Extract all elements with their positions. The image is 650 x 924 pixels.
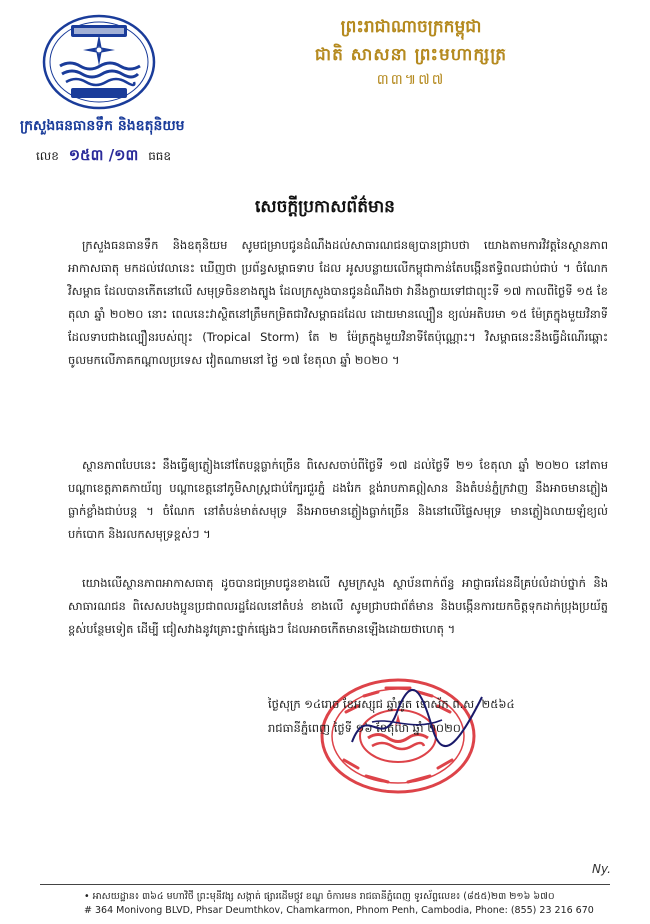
body-paragraph: ស្ថានភាពបែបនេះ នឹងធ្វើឲ្យភ្លៀងនៅតែបន្តធ្លាក់ច្រើន ពិសេសចាប់ពីថ្ងៃទី ១៧ ដល់ថ្ងៃទី ២១ ខែតុលា ឆ្នាំ ២០២០ នៅតាមបណ្តាខេត្តភាគកាយ័ព្យ បណ្តាខេត្តនៅភូមិសាស្ត្រជាប់ក្បែរជួរភ្នំ ដងរែក ខ្ពង់រាបភាគឦសាន និងតំបន់ភ្នំក្រវាញ នឹងអាចមានភ្លៀងធ្លាក់ខ្លាំងជាប់បន្ត ។ ចំណែក នៅតំបន់មាត់សមុទ្រ នឹងអាចមានភ្លៀងធ្លាក់ច្រើន និងនៅលើផ្ទៃសមុទ្រ មានភ្លៀងលាយឡំខ្យល់ បក់បោក និងរលកសមុទ្រខ្ពស់ៗ ។: [68, 458, 608, 541]
body-paragraph: ក្រសួងធនធានទឹក និងឧតុនិយម សូមជម្រាបជូនដំណឹងដល់សាធារណជនឲ្យបានជ្រាបថា យោងតាមការវិវត្តនៃស្ថានភាពអាកាសធាតុ មកដល់វេលានេះ ឃើញថា ប្រព័ន្ធសម្ពាធទាប ដែល អូសបន្លាយលើកម្ពុជាកាន់តែបង្កើនឥទ្ធិពលជាប់ជាប់ ។ ចំណែកវិសម្ពាធ ដែលបានកើតនៅលើ សមុទ្រចិនខាងត្បូង ដែលក្រសួងបានជូនដំណឹងថា វានឹងក្លាយទៅជាព្យុះទី ១៧ កាលពីថ្ងៃទី ១៥ ខែតុលា ឆ្នាំ ២០២០ នោះ ពេលនេះវាស្ថិតនៅត្រឹមកម្រិតជាវិសម្ពាធដដែល ដោយមានល្បឿន ខ្យល់អតិបរមា ១៥ ម៉ែត្រក្នុងមួយវិនាទី ដែលទាបជាងល្បឿនរបស់ព្យុះ (Tropical Storm) តែ ២ ម៉ែត្រក្នុងមួយវិនាទីតែប៉ុណ្ណោះ។ វិសម្ពាធនេះនឹងធ្វើដំណើរឆ្ពោះចូលមកលើភាគកណ្តាលប្រទេស វៀតណាមនៅ ថ្ងៃ ១៧ ខែតុលា ឆ្នាំ ២០២០ ។: [68, 238, 608, 367]
document-number-label: លេខ: [36, 149, 59, 163]
document-number-value: ១៥៣ /១៣: [68, 146, 139, 164]
document-number-code: ធធឧ: [148, 149, 172, 163]
document-title: សេចក្តីប្រកាសព័ត៌មាន: [255, 197, 395, 217]
footer-divider: [40, 884, 610, 885]
date-lunar: ថ្ងៃសុក្រ ១៤រោច ខែអស្សុជ ឆ្នាំជូត ទោស័ក ព.ស. ២៥៦៤: [268, 697, 515, 711]
document-number: [36, 146, 171, 168]
footer-initials: Ny.: [592, 862, 611, 876]
header-ornament: ៣៣៕៧៧: [376, 72, 446, 88]
kingdom-heading: ព្រះរាជាណាចក្រកម្ពុជា: [340, 17, 482, 37]
footer-address-english: # 364 Monivong BLVD, Phsar Deumthkov, Chamkarmon, Phnom Penh, Cambodia, Phone: (855) 23 216 670: [84, 905, 594, 916]
ministry-name: ក្រសួងធនធានទឹក និងឧតុនិយម: [20, 118, 185, 134]
date-solar: រាជធានីភ្នំពេញ ថ្ងៃទី ១៦ ខែតុលា ឆ្នាំ ២០២០: [268, 721, 461, 735]
footer-address-khmer: • អាសយដ្ឋាន៖ ៣៦៤ មហាវិថី ព្រះមុនីវង្ស សង្កាត់ ផ្សារដើមថ្កូវ ខណ្ឌ ចំការមន រាជធានីភ្នំពេញ ទូរស័ព្ទលេខ៖ (៨៥៥)២៣ ២១៦ ៦៧០: [84, 891, 555, 902]
national-motto: ជាតិ សាសនា ព្រះមហាក្សត្រ: [314, 45, 508, 65]
ministry-logo: [38, 12, 160, 112]
body-paragraph: យោងលើស្ថានភាពអាកាសធាតុ ដូចបានជម្រាបជូនខាងលើ សូមក្រសួង ស្ថាប័នពាក់ព័ន្ធ អាជ្ញាធរដែនដីគ្រប់លំដាប់ថ្នាក់ និងសាធារណជន ពិសេសបងប្អូនប្រជាពលរដ្ឋដែលនៅតំបន់ ខាងលើ សូមជ្រាបជាព័ត៌មាន និងបង្កើនការយកចិត្តទុកដាក់ប្រុងប្រយ័ត្នខ្ពស់បន្ថែមទៀត ដើម្បី ជៀសវាងនូវគ្រោះថ្នាក់ផ្សេងៗ ដែលអាចកើតមានឡើងដោយថាហេតុ ។: [68, 576, 608, 636]
handwritten-signature: [342, 672, 492, 762]
